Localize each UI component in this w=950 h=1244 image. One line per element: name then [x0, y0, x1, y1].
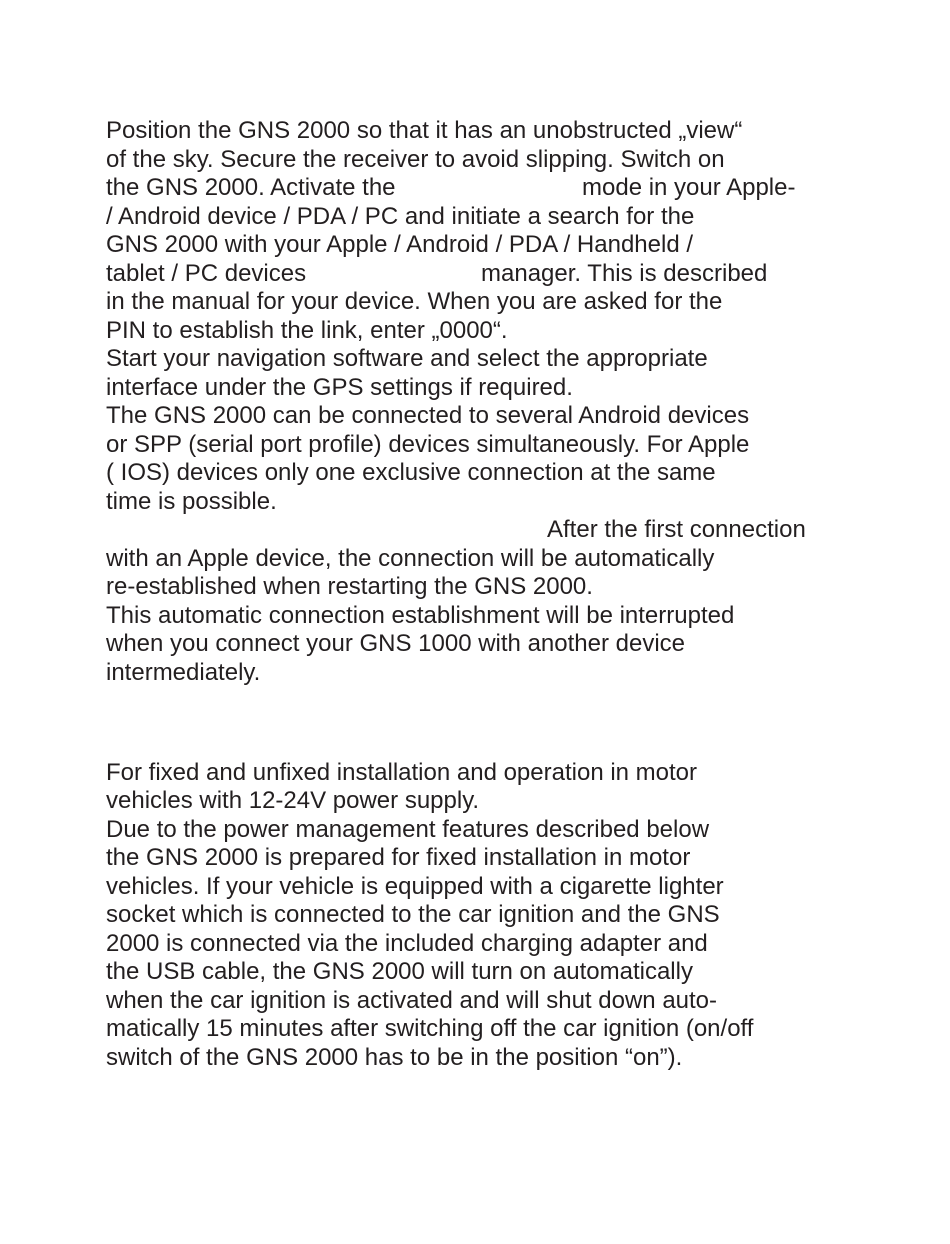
text-line: re-established when restarting the GNS 2000.	[106, 573, 593, 600]
text-line: or SPP (serial port profile) devices simultaneously. For Apple	[106, 431, 750, 458]
text-line: interface under the GPS settings if required.	[106, 374, 573, 401]
text-line: the GNS 2000 is prepared for fixed installation in motor	[106, 844, 691, 871]
text-line: Due to the power management features described below	[106, 816, 710, 843]
text-line: Position the GNS 2000 so that it has an unobstructed „view“	[106, 117, 743, 144]
text-line	[106, 174, 396, 202]
text-line: tablet / PC devices	[106, 260, 307, 287]
text-line: Start your navigation software and select the appropriate	[106, 345, 708, 372]
text-line: intermediately.	[106, 659, 261, 686]
text-line: After the first connection	[547, 516, 806, 543]
text-line: socket which is connected to the car ignition and the GNS	[106, 901, 720, 928]
text-line: The GNS 2000 can be connected to several Android devices	[106, 402, 750, 429]
text-line: ( IOS) devices only one exclusive connection at the same	[106, 459, 716, 486]
text-line: / Android device / PDA / PC and initiate a search for the	[106, 203, 695, 230]
text-line: vehicles with 12-24V power supply.	[106, 787, 480, 814]
text-line: mode in your Apple-	[582, 174, 796, 201]
text-line: when you connect your GNS 1000 with another device	[106, 630, 686, 657]
text-line: GNS 2000 with your Apple / Android / PDA / Handheld /	[106, 231, 694, 258]
text-line: switch of the GNS 2000 has to be in the position “on”).	[106, 1044, 683, 1071]
text-line: matically 15 minutes after switching off the car ignition (on/off	[106, 1015, 754, 1042]
text-line: with an Apple device, the connection will be automatically	[106, 545, 715, 572]
text-line: This automatic connection establishment will be interrupted	[106, 602, 735, 629]
text-line: of the sky. Secure the receiver to avoid slipping. Switch on	[106, 146, 725, 173]
text-line: 2000 is connected via the included charging adapter and	[106, 930, 708, 957]
text-line: time is possible.	[106, 488, 277, 515]
text-line: the USB cable, the GNS 2000 will turn on automatically	[106, 958, 693, 985]
text-line: vehicles. If your vehicle is equipped with a cigarette lighter	[106, 873, 724, 900]
text-line: when the car ignition is activated and will shut down auto-	[106, 987, 718, 1014]
text-line: For fixed and unfixed installation and operation in motor	[106, 759, 698, 786]
text-line: PIN to establish the link, enter „0000“.	[106, 317, 508, 344]
text-line: manager. This is described	[481, 260, 768, 287]
text-line: in the manual for your device. When you are asked for the	[106, 288, 723, 315]
text-fragment: the GNS 2000. Activate the	[106, 174, 396, 201]
